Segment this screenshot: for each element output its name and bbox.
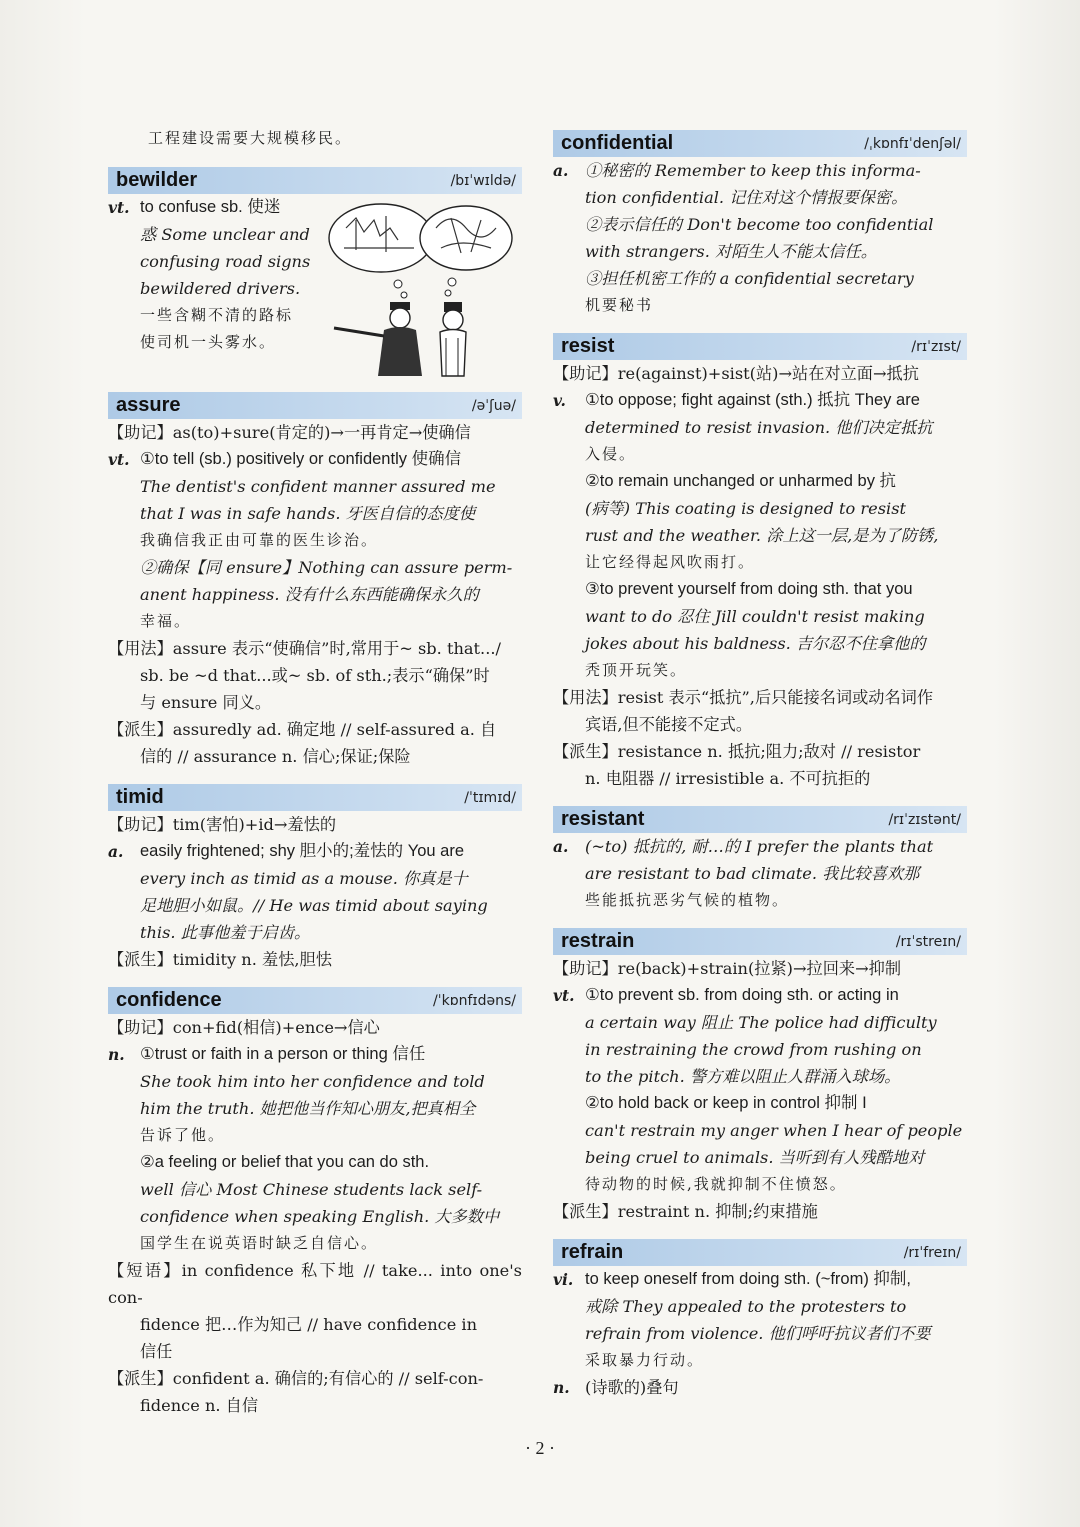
usage-line: 与 ensure 同义。 (140, 693, 272, 712)
translation-line: 告诉了他。 (140, 1126, 226, 1144)
headword-bar (553, 1239, 967, 1266)
translation-line: 我确信我正由可靠的医生诊治。 (140, 531, 379, 549)
translation-line: 些能抵抗恶劣气候的植物。 (585, 891, 790, 909)
part-of-speech: n. (553, 1378, 570, 1397)
usage-line: sb. be ~d that...或~ sb. of sth.;表示“确保”时 (140, 666, 490, 685)
example-line: want to do 忍住 Jill couldn't resist making (585, 607, 925, 626)
mnemonic-line: 【助记】re(against)+sist(站)→站在对立面→抵抗 (553, 364, 919, 383)
entry-confidential (553, 130, 967, 319)
headword: refrain (561, 1241, 624, 1263)
translation-line: 国学生在说英语时缺乏自信心。 (140, 1234, 379, 1252)
entry-refrain (553, 1239, 967, 1401)
example-line: The dentist's confident manner assured me (140, 477, 496, 496)
example-line: 戒除 They appealed to the protesters to (585, 1297, 907, 1316)
entry-resistant (553, 806, 967, 914)
part-of-speech: n. (108, 1045, 125, 1064)
example-line: rust and the weather. 涂上这一层,是为了防锈, (585, 526, 939, 545)
headword-bar (108, 392, 522, 419)
part-of-speech: a. (553, 161, 569, 180)
headword-bar (108, 167, 522, 194)
example-line: a certain way 阻止 The police had difficulty (585, 1013, 937, 1032)
pronunciation: /rɪˈzɪstənt/ (888, 811, 961, 828)
definition-line: ③担任机密工作的 a confidential secretary (585, 269, 914, 288)
definition-line: ①trust or faith in a person or thing 信任 (140, 1045, 426, 1063)
definition-line: ③to prevent yourself from doing sth. that you (585, 580, 913, 598)
example-line: that I was in safe hands. 牙医自信的态度使 (140, 504, 476, 523)
example-line: him the truth. 她把他当作知心朋友,把真相全 (140, 1099, 476, 1118)
definition-line: to confuse sb. 使迷 (140, 198, 281, 216)
derivative-line: 【派生】resistance n. 抵抗;阻力;敌对 // resistor (553, 742, 921, 761)
pronunciation: /ˈtɪmɪd/ (464, 789, 516, 806)
example-line: every inch as timid as a mouse. 你真是十 (140, 869, 468, 888)
definition-line: (诗歌的)叠句 (585, 1378, 679, 1397)
example-line: can't restrain my anger when I hear of people (585, 1121, 963, 1140)
part-of-speech: vt. (553, 986, 575, 1005)
example-line: anent happiness. 没有什么东西能确保永久的 (140, 585, 479, 604)
entry-timid (108, 784, 522, 973)
phrase-line: 【短语】in confidence 私下地 // take... into one's con- (108, 1261, 522, 1307)
part-of-speech: a. (108, 842, 124, 861)
entry-assure (108, 392, 522, 770)
definition-line: to keep oneself from doing sth. (~from) 抑制, (585, 1270, 912, 1288)
right-column (553, 130, 967, 1415)
headword-bar (108, 987, 522, 1014)
definition-line: bewildered drivers. (140, 279, 301, 298)
derivative-line: n. 电阻器 // irresistible a. 不可抗拒的 (585, 769, 871, 788)
example-line: being cruel to animals. 当听到有人残酷地对 (585, 1148, 925, 1167)
pronunciation: /rɪˈfreɪn/ (903, 1244, 961, 1261)
part-of-speech: vt. (108, 198, 130, 217)
phrase-line: fidence 把…作为知己 // have confidence in (140, 1315, 478, 1334)
left-column (108, 125, 522, 1433)
bewildered-men-illustration (326, 198, 516, 378)
headword: timid (116, 786, 164, 808)
pronunciation: /rɪˈstreɪn/ (895, 933, 961, 950)
usage-line: 【用法】resist 表示“抵抗”,后只能接名词或动名词作 (553, 688, 934, 707)
usage-line: 【用法】assure 表示“使确信”时,常用于~ sb. that.../ (108, 639, 501, 658)
headword: restrain (561, 930, 635, 952)
headword-bar (553, 928, 967, 955)
derivative-line: 信的 // assurance n. 信心;保证;保险 (140, 747, 411, 766)
derivative-line: 【派生】timidity n. 羞怯,胆怯 (108, 950, 332, 969)
definition-line: confusing road signs (140, 252, 311, 271)
definition-line: ②a feeling or belief that you can do sth. (140, 1153, 430, 1171)
entry-restrain (553, 928, 967, 1225)
definition-line: easily frightened; shy 胆小的;羞怯的 You are (140, 842, 465, 860)
headword-bar (108, 784, 522, 811)
translation-line: 采取暴力行动。 (585, 1351, 705, 1369)
definition-line: ①to oppose; fight against (sth.) 抵抗 They are (585, 391, 920, 409)
headword: confidential (561, 132, 674, 154)
example-line: to the pitch. 警方难以阻止人群涌入球场。 (585, 1067, 901, 1086)
mnemonic-line: 【助记】tim(害怕)+id→羞怯的 (108, 815, 337, 834)
example-line: in restraining the crowd from rushing on (585, 1040, 922, 1059)
translation-line: 机要秘书 (585, 296, 654, 314)
example-line: (病等) This coating is designed to resist (585, 499, 907, 518)
example-line: well 信心 Most Chinese students lack self- (140, 1180, 483, 1199)
definition-line: ②to remain unchanged or unharmed by 抗 (585, 472, 897, 490)
part-of-speech: a. (553, 837, 569, 856)
example-line: jokes about his baldness. 吉尔忍不住拿他的 (585, 634, 926, 653)
definition-line: ②表示信任的 Don't become too confidential (585, 215, 934, 234)
entry-confidence (108, 987, 522, 1419)
definition-line: ①to tell (sb.) positively or confidently 使确信 (140, 450, 462, 468)
definition-line: 使司机一头雾水。 (140, 333, 277, 351)
headword: bewilder (116, 169, 198, 191)
pronunciation: /rɪˈzɪst/ (911, 338, 961, 355)
definition-line: (~to) 抵抗的, 耐…的 I prefer the plants that (585, 837, 934, 856)
pronunciation: /bɪˈwɪldə/ (450, 172, 516, 189)
pronunciation: /ˈkɒnfɪdəns/ (433, 992, 516, 1009)
translation-line: 让它经得起风吹雨打。 (585, 553, 756, 571)
headword-bar (553, 333, 967, 360)
definition-line: 一些含糊不清的路标 (140, 306, 294, 324)
mnemonic-line: 【助记】re(back)+strain(拉紧)→拉回来→抑制 (553, 959, 902, 978)
definition-line: 惑 Some unclear and (140, 225, 310, 244)
headword: resist (561, 335, 615, 357)
headword: assure (116, 394, 181, 416)
mnemonic-line: 【助记】as(to)+sure(肯定的)→一再肯定→使确信 (108, 423, 471, 442)
derivative-line: 【派生】assuredly ad. 确定地 // self-assured a. 自 (108, 720, 497, 739)
example-line: 足地胆小如鼠。// He was timid about saying (140, 896, 488, 915)
part-of-speech: v. (553, 391, 566, 410)
example-line: She took him into her confidence and told (140, 1072, 485, 1091)
headword: resistant (561, 808, 645, 830)
part-of-speech: vt. (108, 450, 130, 469)
pronunciation: /əˈʃuə/ (471, 397, 516, 414)
derivative-line: 【派生】confident a. 确信的;有信心的 // self-con- (108, 1369, 484, 1388)
example-line: this. 此事他羞于启齿。 (140, 923, 311, 942)
headword: confidence (116, 989, 222, 1011)
definition-line: ②确保【同 ensure】Nothing can assure perm- (140, 558, 513, 577)
page-number: · 2 · (525, 1438, 555, 1458)
translation-line: 秃顶开玩笑。 (585, 661, 688, 679)
translation-line: 待动物的时候,我就抑制不住愤怒。 (585, 1175, 847, 1193)
headword-bar (553, 130, 967, 157)
definition-line: ①秘密的 Remember to keep this informa- (585, 161, 921, 180)
entry-resist (553, 333, 967, 792)
part-of-speech: vi. (553, 1270, 574, 1289)
example-line: are resistant to bad climate. 我比较喜欢那 (585, 864, 920, 883)
derivative-line: 【派生】restraint n. 抑制;约束措施 (553, 1202, 818, 1221)
example-line: refrain from violence. 他们呼吁抗议者们不要 (585, 1324, 931, 1343)
carryover-line: 工程建设需要大规模移民。 (148, 129, 353, 147)
mnemonic-line: 【助记】con+fid(相信)+ence→信心 (108, 1018, 380, 1037)
phrase-line: 信任 (140, 1342, 173, 1361)
definition-line: ①to prevent sb. from doing sth. or acting in (585, 986, 899, 1004)
definition-line: ②to hold back or keep in control 抑制 I (585, 1094, 867, 1112)
example-line: determined to resist invasion. 他们决定抵抗 (585, 418, 933, 437)
pronunciation: /ˌkɒnfɪˈdenʃəl/ (864, 135, 961, 152)
derivative-line: fidence n. 自信 (140, 1396, 259, 1415)
definition-with-illustration (108, 194, 522, 378)
translation-line: 幸福。 (140, 612, 192, 630)
example-line: confidence when speaking English. 大多数中 (140, 1207, 500, 1226)
example-line: tion confidential. 记住对这个情报要保密。 (585, 188, 908, 207)
definition-block (108, 194, 320, 378)
example-line: with strangers. 对陌生人不能太信任。 (585, 242, 877, 261)
translation-line: 入侵。 (585, 445, 637, 463)
entry-bewilder (108, 167, 522, 378)
usage-line: 宾语,但不能接不定式。 (585, 715, 753, 734)
headword-bar (553, 806, 967, 833)
